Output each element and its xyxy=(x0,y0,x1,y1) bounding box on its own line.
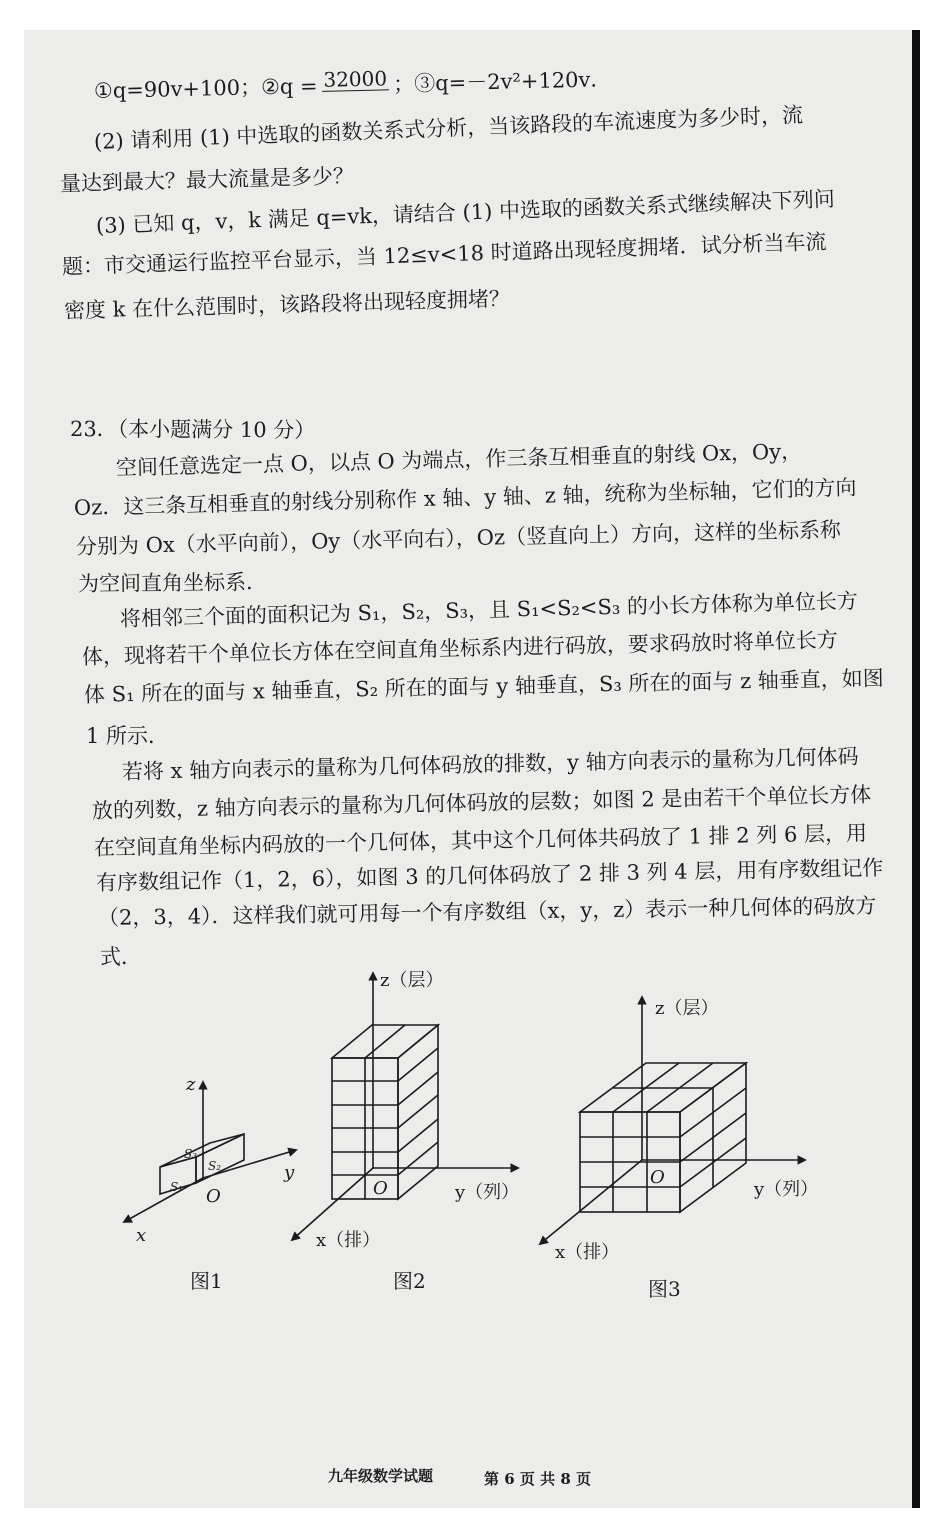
fraction-numerator: 32000 xyxy=(323,66,388,92)
figure-3-grid-lines xyxy=(580,1088,746,1212)
q23-paragraph-2-line-3: 体 S₁ 所在的面与 x 轴垂直，S₂ 所在的面与 y 轴垂直，S₃ 所在的面与 z 轴垂直，如图 xyxy=(83,666,885,707)
q23-paragraph-1-line-4: 为空间直角坐标系． xyxy=(77,570,268,596)
figure-2-layer-lines xyxy=(332,1048,438,1175)
figure-1-s2-label: S₂ xyxy=(208,1159,222,1173)
figure-3-x-axis xyxy=(540,1160,642,1244)
function-options-b: ；③q=－2v²+120v． xyxy=(392,67,612,97)
figure-3-z-label: z（层） xyxy=(655,998,719,1019)
q23-paragraph-3: 若将 x 轴方向表示的量称为几何体码放的排数，y 轴方向表示的量称为几何体码 xyxy=(121,744,859,784)
figure-2-top-divider xyxy=(365,1025,405,1058)
q23-paragraph-1-line-2: Oz．这三条互相垂直的射线分别称作 x 轴、y 轴、z 轴，统称为坐标轴，它们的方向 xyxy=(73,475,857,520)
figure-2-x-label: x（排） xyxy=(316,1230,381,1251)
question-22-part-3: (3) 已知 q，v，k 满足 q=vk，请结合 (1) 中选取的函数关系式继续解决下列问 xyxy=(95,186,836,238)
q23-paragraph-2: 将相邻三个面的面积记为 S₁，S₂，S₃，且 S₁<S₂<S₃ 的小长方体称为单位长方 xyxy=(119,588,859,631)
figure-1-z-label: z xyxy=(186,1074,196,1095)
figure-1-caption: 图1 xyxy=(190,1269,223,1293)
footer-page-number: 第 6 页 共 8 页 xyxy=(484,1470,591,1488)
figure-1-s1-label: S₁ xyxy=(170,1180,184,1194)
footer-subject: 九年级数学试题 xyxy=(328,1467,434,1485)
figure-1-x-label: x xyxy=(136,1225,147,1246)
figure-2-z-label: z（层） xyxy=(380,970,444,991)
figure-1-y-label: y xyxy=(284,1162,295,1183)
figure-3-x-label: x（排） xyxy=(555,1242,620,1263)
question-23-heading: 23．（本小题满分 10 分） xyxy=(69,417,316,443)
question-22-part-2: (2) 请利用 (1) 中选取的函数关系式分析，当该路段的车流速度为多少时，流 xyxy=(93,102,804,154)
figure-3-stack xyxy=(540,997,805,1244)
q23-paragraph-3-line-3: 在空间直角坐标内码放的一个几何体，其中这个几何体共码放了 1 排 2 列 6 层，用 xyxy=(93,821,868,860)
q23-paragraph-1: 空间任意选定一点 O，以点 O 为端点，作三条互相垂直的射线 Ox，Oy， xyxy=(115,439,803,480)
q23-paragraph-2-line-2: 体，现将若干个单位长方体在空间直角坐标系内进行码放，要求码放时将单位长方 xyxy=(81,627,839,669)
figure-1-top-face xyxy=(160,1134,244,1167)
q23-paragraph-3-line-5: （2，3，4）．这样我们就可用每一个有序数组（x，y，z）表示一种几何体的码放方 xyxy=(97,893,877,930)
q23-paragraph-2-line-4: 1 所示． xyxy=(86,724,170,748)
q23-paragraph-3-line-4: 有序数组记作（1，2，6），如图 3 的几何体码放了 2 排 3 列 4 层，用有序数组记作 xyxy=(95,855,884,895)
figure-2-caption: 图2 xyxy=(393,1269,426,1293)
figure-2-origin-label: O xyxy=(373,1178,388,1199)
question-22-part-3-cont: 题：市交通运行监控平台显示，当 12≤v<18 时道路出现轻度拥堵．试分析当车流 xyxy=(61,229,827,279)
figure-3-caption: 图3 xyxy=(648,1277,681,1301)
figure-1-s3-label: S₃ xyxy=(184,1147,198,1161)
figure-3-y-label: y（列） xyxy=(754,1179,819,1200)
q23-paragraph-3-line-2: 放的列数，z 轴方向表示的量称为几何体码放的层数；如图 2 是由若干个单位长方体 xyxy=(91,782,872,823)
question-22-part-2-cont: 量达到最大？最大流量是多少？ xyxy=(59,163,355,196)
q23-paragraph-1-line-3: 分别为 Ox（水平向前），Oy（水平向右），Oz（竖直向上）方向，这样的坐标系称 xyxy=(75,517,842,559)
figure-3-origin-label: O xyxy=(650,1167,665,1188)
figure-2-y-label: y（列） xyxy=(455,1182,520,1203)
q23-paragraph-3-line-6: 式． xyxy=(100,945,142,969)
function-options-a: ①q=90v+100；②q = xyxy=(93,73,318,103)
figure-1-origin-label: O xyxy=(206,1186,221,1207)
question-22-part-3-end: 密度 k 在什么范围时，该路段将出现轻度拥堵？ xyxy=(63,286,511,323)
